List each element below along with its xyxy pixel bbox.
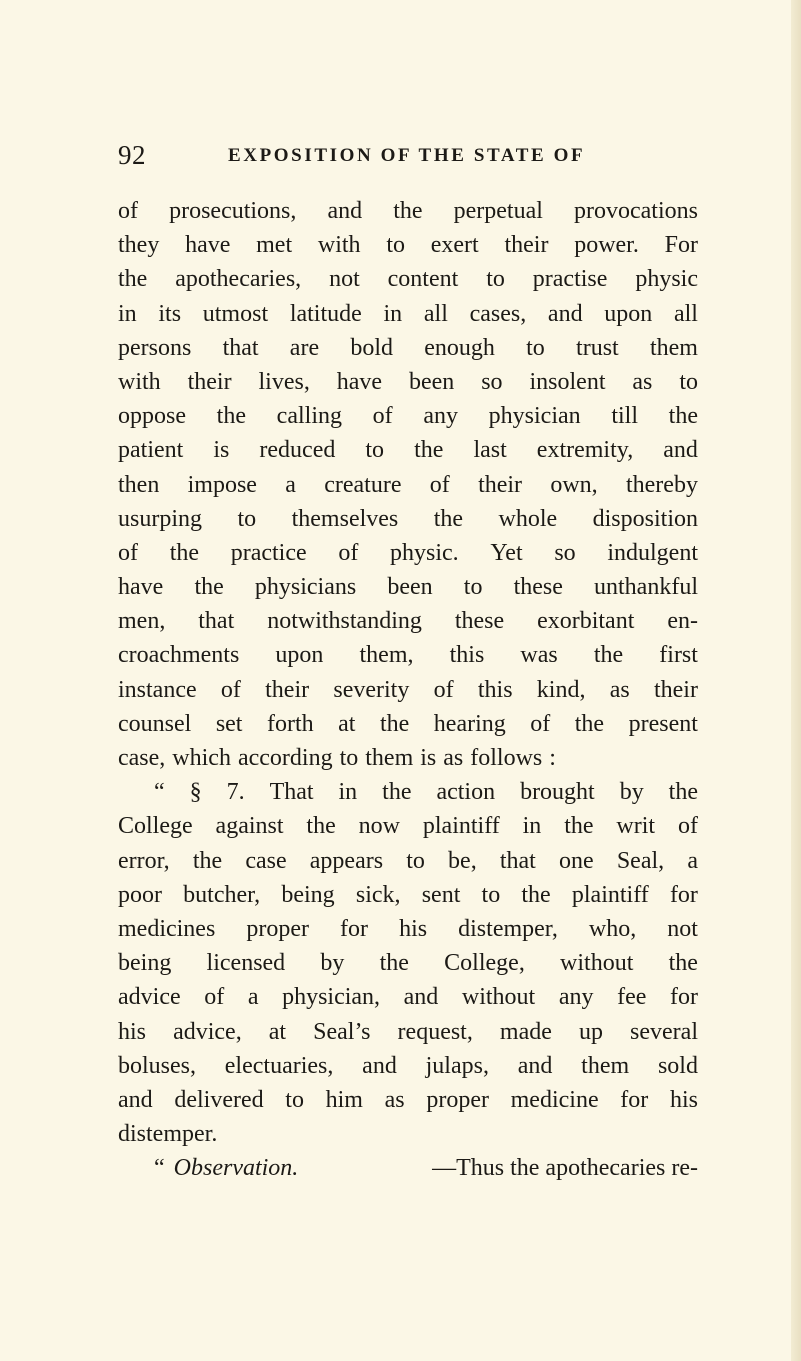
word: julaps, — [425, 1052, 489, 1079]
word: physician, — [282, 984, 381, 1011]
word: then — [118, 471, 160, 498]
word: medicines — [118, 915, 216, 942]
text-line — [118, 399, 698, 433]
text-line — [118, 1083, 698, 1117]
word: the — [564, 813, 594, 840]
word: calling — [276, 403, 342, 430]
word: own, — [550, 471, 598, 498]
text-line — [118, 1151, 698, 1185]
text-line — [118, 673, 698, 707]
word: at — [338, 710, 356, 737]
word: brought — [520, 779, 595, 806]
word: that — [222, 334, 259, 361]
word: all — [673, 300, 698, 327]
text-line — [118, 844, 698, 878]
word: disposition — [592, 505, 698, 532]
word: by — [320, 950, 345, 977]
word: him — [325, 1086, 363, 1113]
word: being — [118, 950, 172, 977]
word: forth — [266, 710, 314, 737]
word: and — [362, 1052, 397, 1079]
word: as — [632, 368, 653, 395]
word: medicine — [510, 1086, 599, 1113]
word: extremity, — [536, 437, 634, 464]
word: these — [513, 574, 563, 601]
word: as — [609, 676, 630, 703]
word: against — [215, 813, 284, 840]
word: to — [406, 847, 425, 874]
word: been — [408, 368, 455, 395]
text-line — [118, 331, 698, 365]
word: been — [387, 574, 433, 601]
word: who, — [588, 915, 637, 942]
word: to — [285, 1086, 304, 1113]
word: a — [247, 984, 259, 1011]
word: and — [327, 198, 363, 224]
word: so — [481, 368, 503, 395]
word: their — [504, 232, 549, 259]
word: patient — [118, 437, 184, 464]
word: of — [338, 539, 359, 566]
word: Seal’s — [313, 1018, 371, 1045]
word: distemper, — [458, 915, 558, 942]
word: utmost — [202, 300, 269, 327]
page-edge — [791, 0, 801, 1361]
observation-heading: Observation. — [173, 1155, 299, 1182]
word: in — [118, 300, 137, 327]
word: are — [289, 334, 320, 361]
word: be, — [448, 847, 477, 874]
word: as — [384, 1086, 405, 1113]
word: the — [379, 950, 409, 977]
word: till — [611, 403, 638, 430]
word: and — [517, 1052, 553, 1079]
word: counsel — [118, 710, 192, 737]
word: in — [338, 779, 358, 806]
word: en- — [667, 608, 698, 635]
text-line — [118, 297, 698, 331]
word: in — [522, 813, 542, 840]
word: the — [668, 403, 698, 430]
word: without — [560, 950, 634, 977]
opening-quote: “ — [154, 1155, 165, 1182]
word: and — [403, 984, 439, 1011]
word: oppose — [118, 403, 186, 430]
word: notwithstanding — [267, 608, 422, 635]
word: hearing — [433, 710, 506, 737]
word: without — [461, 984, 536, 1011]
text-line — [118, 741, 698, 775]
word: the — [379, 710, 410, 737]
text-line — [118, 980, 698, 1014]
word: last — [473, 437, 507, 464]
text-line — [118, 604, 698, 638]
word: trust — [576, 334, 619, 361]
word: physic — [635, 266, 698, 293]
word: poor — [118, 881, 162, 908]
word: was — [520, 642, 558, 669]
text-line — [118, 262, 698, 296]
word: to — [237, 505, 257, 532]
word: have — [336, 368, 383, 395]
word: College, — [444, 950, 525, 977]
word: exert — [430, 232, 479, 259]
page-number: 92 — [118, 140, 146, 170]
word: met — [256, 232, 293, 259]
word: is — [420, 745, 437, 771]
word: this — [477, 676, 513, 703]
word: persons — [118, 334, 192, 361]
word: the — [306, 813, 336, 840]
word: and — [547, 300, 583, 327]
word: for — [620, 1086, 649, 1113]
observation-text: —Thus the apothecaries re- — [432, 1155, 698, 1182]
word: usurping — [118, 505, 202, 532]
word: the — [414, 437, 444, 464]
text-line — [118, 946, 698, 980]
word: for — [669, 984, 698, 1011]
word: error, — [118, 847, 170, 874]
word: sent — [421, 881, 461, 908]
word: the — [668, 950, 698, 977]
word: proper — [426, 1086, 489, 1113]
word: latitude — [289, 300, 362, 327]
word: of — [118, 539, 138, 566]
word: whole — [498, 505, 558, 532]
body-text — [118, 194, 698, 1185]
word: severity — [333, 676, 410, 703]
word: cases, — [469, 300, 527, 327]
word: the — [593, 642, 624, 669]
word: which — [172, 745, 231, 771]
word: the — [393, 198, 423, 224]
word: up — [578, 1018, 603, 1045]
word: physicians — [254, 574, 357, 601]
word: upon — [275, 642, 324, 669]
word: being — [281, 881, 335, 908]
word: the — [382, 779, 412, 806]
word: kind, — [536, 676, 586, 703]
word: any — [558, 984, 594, 1011]
word: thereby — [625, 471, 698, 498]
word: now — [358, 813, 400, 840]
text-line — [118, 502, 698, 536]
word: have — [118, 574, 164, 601]
word: all — [423, 300, 448, 327]
word: the — [668, 779, 698, 806]
word: boluses, — [118, 1052, 196, 1079]
word: indulgent — [607, 539, 698, 566]
word: physician — [488, 403, 581, 430]
word: § — [189, 779, 202, 806]
word: any — [423, 403, 458, 430]
word: as — [443, 745, 464, 771]
word: request, — [397, 1018, 473, 1045]
word: physic. — [390, 539, 459, 566]
word: them — [581, 1052, 630, 1079]
word: croachments — [118, 642, 240, 669]
word: according — [237, 745, 333, 771]
word: electuaries, — [224, 1052, 334, 1079]
word: distemper. — [118, 1121, 218, 1148]
word: unthankful — [594, 574, 698, 601]
word: first — [659, 642, 698, 669]
word: this — [449, 642, 485, 669]
word: his — [118, 1018, 147, 1045]
word: prosecutions, — [169, 198, 297, 224]
word: in — [383, 300, 403, 327]
word: them — [649, 334, 698, 361]
word: insolent — [529, 368, 606, 395]
text-line — [118, 912, 698, 946]
word: Seal, — [616, 847, 665, 874]
word: their — [653, 676, 698, 703]
word: with — [317, 232, 361, 259]
word: several — [630, 1018, 698, 1045]
word: to — [526, 334, 545, 361]
word: to — [365, 437, 385, 464]
word: lives, — [258, 368, 310, 395]
word: the — [433, 505, 464, 532]
text-line — [118, 878, 698, 912]
word: them, — [359, 642, 414, 669]
word: one — [559, 847, 594, 874]
word: of — [220, 676, 241, 703]
word: present — [628, 710, 698, 737]
word: set — [215, 710, 243, 737]
text-line — [118, 570, 698, 604]
word: the — [118, 266, 148, 293]
word: not — [667, 915, 698, 942]
word: appears — [309, 847, 384, 874]
word: of — [372, 403, 393, 430]
word: his — [669, 1086, 698, 1113]
word: College — [118, 813, 193, 840]
text-line — [118, 638, 698, 672]
word: of — [677, 813, 698, 840]
text-line — [118, 1117, 698, 1151]
word: perpetual — [453, 198, 543, 224]
word: of — [204, 984, 225, 1011]
word: exorbitant — [537, 608, 635, 635]
word: the — [194, 574, 224, 601]
running-head — [118, 140, 698, 176]
word: a — [687, 847, 698, 874]
word: sold — [657, 1052, 698, 1079]
word: the — [192, 847, 223, 874]
word: to — [679, 368, 698, 395]
word: butcher, — [183, 881, 261, 908]
word: at — [268, 1018, 287, 1045]
word: men, — [118, 608, 166, 635]
word: their — [187, 368, 232, 395]
word: of — [433, 676, 454, 703]
word: apothecaries, — [175, 266, 302, 293]
word: for — [340, 915, 369, 942]
word: power. — [574, 232, 639, 259]
word: to — [463, 574, 483, 601]
word: for — [669, 881, 698, 908]
word: bold — [350, 334, 393, 361]
word: practice — [230, 539, 307, 566]
text-line — [118, 468, 698, 502]
word: to — [339, 745, 359, 771]
text-line — [118, 365, 698, 399]
word: that — [198, 608, 235, 635]
word: the — [574, 710, 605, 737]
word: by — [619, 779, 644, 806]
text-line — [118, 536, 698, 570]
word: they — [118, 232, 160, 259]
word: instance — [118, 676, 197, 703]
word: a — [285, 471, 296, 498]
text-line — [118, 809, 698, 843]
word: reduced — [259, 437, 336, 464]
word: themselves — [291, 505, 399, 532]
word: advice — [118, 984, 181, 1011]
word: content — [387, 266, 459, 293]
word: impose — [187, 471, 257, 498]
word: For — [664, 232, 698, 259]
word: That — [269, 779, 314, 806]
word: the — [216, 403, 246, 430]
word: of — [118, 198, 138, 224]
word: 7. — [226, 779, 245, 806]
word: creature — [324, 471, 402, 498]
word: practise — [532, 266, 608, 293]
word: their — [265, 676, 310, 703]
word: is — [213, 437, 230, 464]
word: the — [169, 539, 200, 566]
text-line — [118, 1015, 698, 1049]
word: writ — [616, 813, 656, 840]
word: so — [554, 539, 576, 566]
word: plaintiff — [571, 881, 649, 908]
word: not — [329, 266, 360, 293]
word: plaintiff — [422, 813, 500, 840]
word: Yet — [490, 539, 523, 566]
word: delivered — [174, 1086, 264, 1113]
running-title: EXPOSITION OF THE STATE OF — [228, 145, 586, 166]
word: them — [365, 745, 414, 771]
word: follows — [470, 745, 543, 771]
text-line — [118, 433, 698, 467]
word: that — [499, 847, 536, 874]
word: action — [436, 779, 496, 806]
word: to — [481, 881, 501, 908]
word: enough — [424, 334, 495, 361]
text-line — [118, 1049, 698, 1083]
word: the — [521, 881, 551, 908]
word: “ — [154, 779, 165, 806]
word: these — [454, 608, 505, 635]
word: their — [478, 471, 523, 498]
word: proper — [246, 915, 309, 942]
text-line — [118, 775, 698, 809]
word: its — [158, 300, 182, 327]
word: licensed — [206, 950, 286, 977]
word: to — [486, 266, 505, 293]
word: to — [386, 232, 405, 259]
word: made — [499, 1018, 552, 1045]
text-line — [118, 707, 698, 741]
word: and — [118, 1086, 153, 1113]
text-line — [118, 228, 698, 262]
word: of — [530, 710, 551, 737]
word: of — [429, 471, 450, 498]
word: have — [185, 232, 231, 259]
word: upon — [604, 300, 653, 327]
word: case — [245, 847, 287, 874]
word: and — [663, 437, 698, 464]
word: advice, — [173, 1018, 242, 1045]
word: provocations — [573, 198, 698, 224]
word: sick, — [355, 881, 401, 908]
word: case, — [118, 745, 166, 771]
word: : — [549, 745, 556, 771]
word: fee — [617, 984, 647, 1011]
word: with — [118, 368, 161, 395]
word: his — [399, 915, 428, 942]
text-line — [118, 194, 698, 228]
